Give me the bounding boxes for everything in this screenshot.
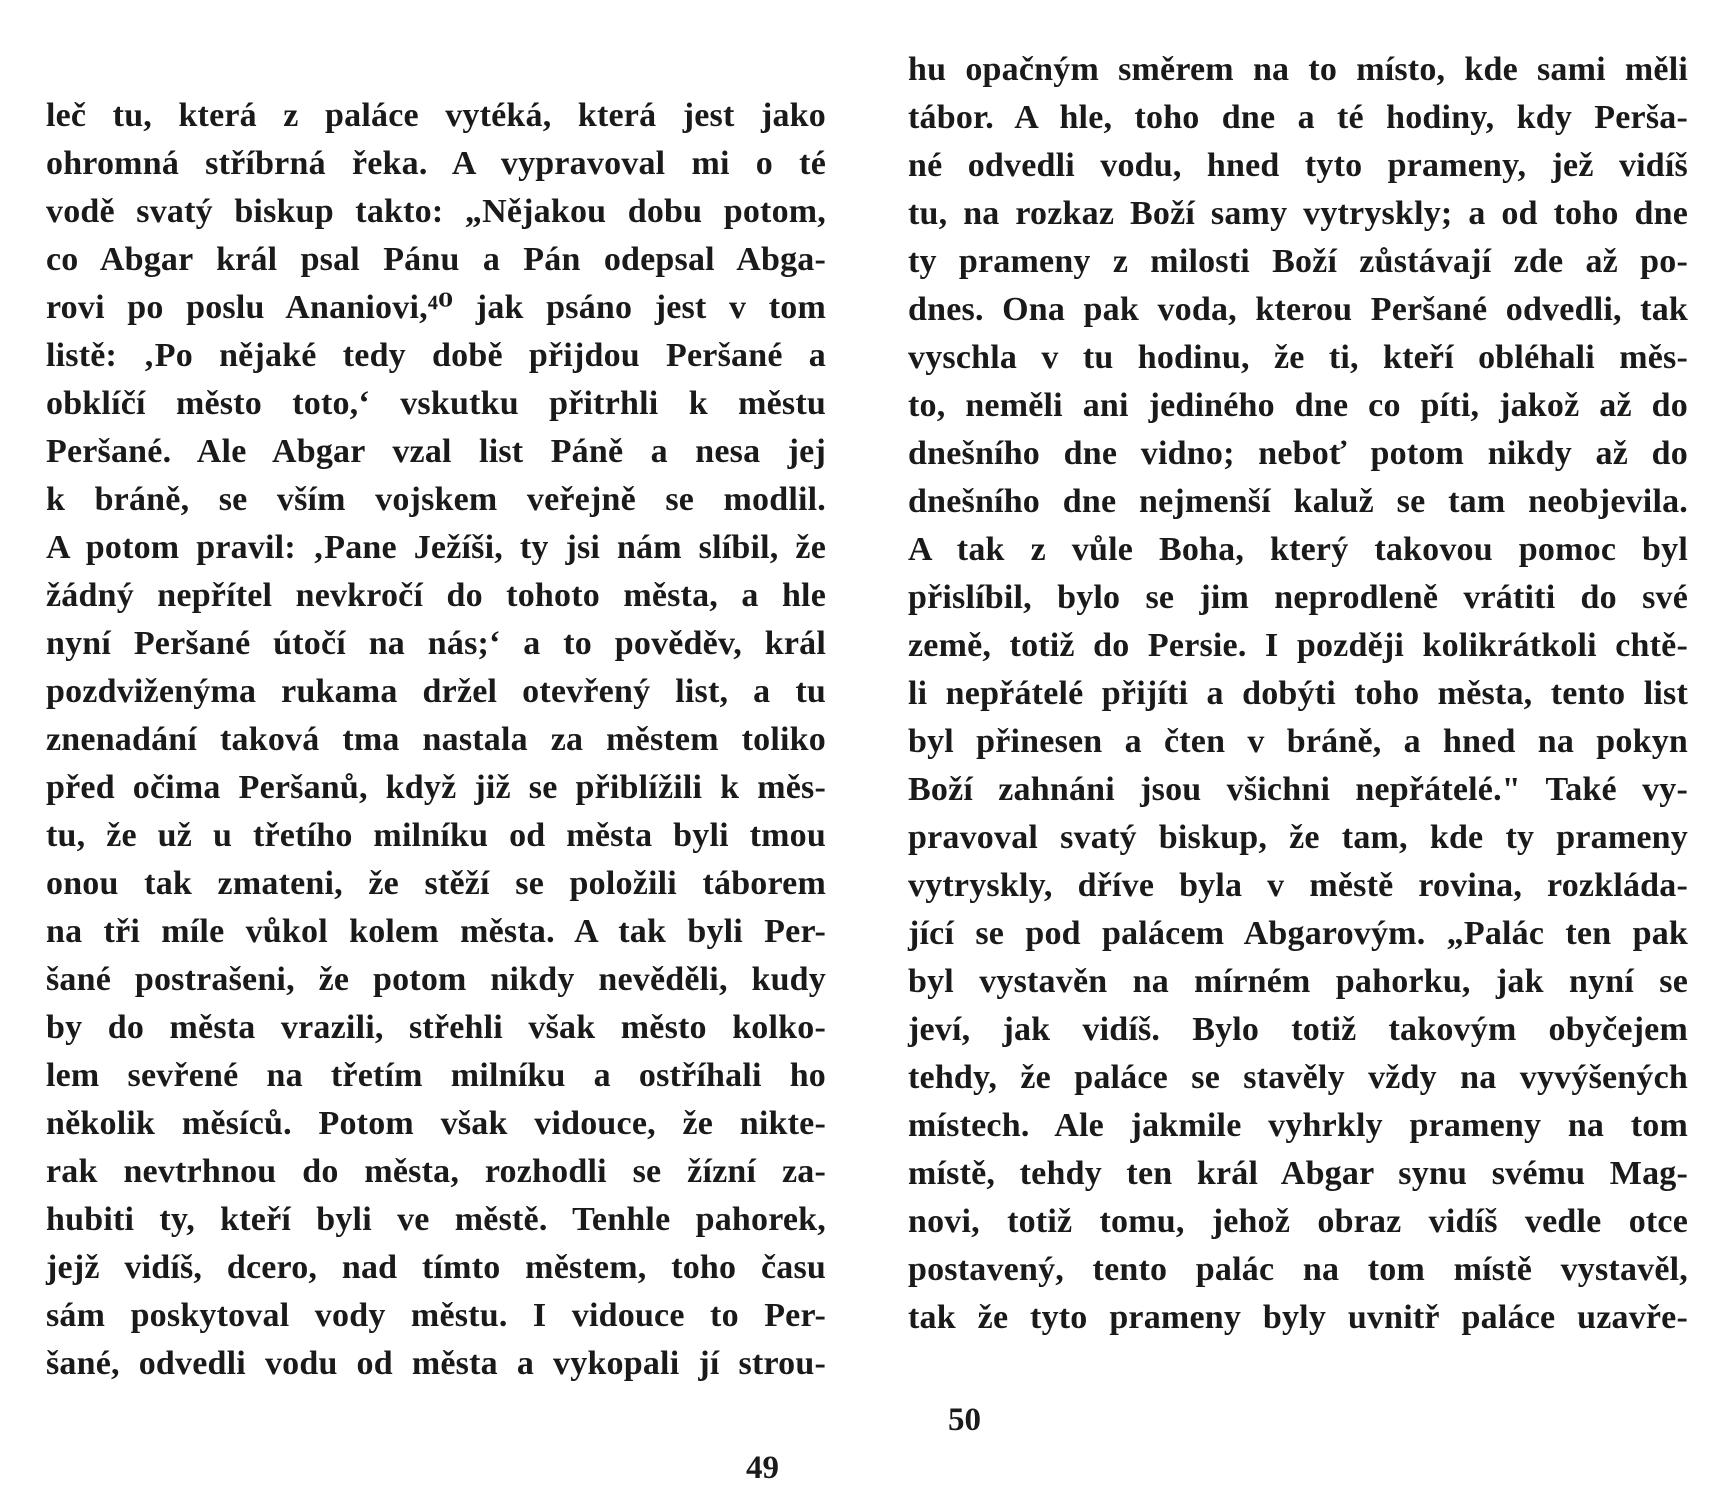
text-line: jící se pod palácem Abgarovým. „Palác ten pak: [908, 915, 1688, 952]
text-line: li nepřátelé přijíti a dobýti toho města, tento list: [908, 675, 1688, 712]
left-page-text: [46, 92, 826, 1388]
text-line: dnešního dne vidno; neboť potom nikdy až do: [908, 435, 1688, 472]
text-line: to, neměli ani jediného dne co píti, jakož až do: [908, 387, 1688, 424]
text-line: dnešního dne nejmenší kaluž se tam neobjevila.: [908, 483, 1688, 520]
text-line: pravoval svatý biskup, že tam, kde ty prameny: [908, 819, 1688, 856]
page-number: 49: [746, 1450, 779, 1486]
text-line: před očima Peršanů, když již se přiblížili k měs-: [46, 769, 826, 806]
text-line: tehdy, že paláce se stavěly vždy na vyvýšených: [908, 1059, 1688, 1096]
text-line: šané, odvedli vodu od města a vykopali jí strou-: [46, 1345, 826, 1382]
text-line: byl přinesen a čten v bráně, a hned na pokyn: [908, 723, 1688, 760]
text-line: onou tak zmateni, že stěží se položili táborem: [46, 865, 826, 902]
text-line: jejž vidíš, dcero, nad tímto městem, toho času: [46, 1249, 826, 1286]
text-line: země, totiž do Persie. I později kolikrátkoli chtě-: [908, 627, 1688, 664]
text-line: na tři míle vůkol kolem města. A tak byli Per-: [46, 913, 826, 950]
text-line: novi, totiž tomu, jehož obraz vidíš vedle otce: [908, 1203, 1688, 1240]
text-line: rovi po poslu Ananiovi,⁴⁰ jak psáno jest v tom: [46, 289, 826, 326]
text-line: přislíbil, bylo se jim neprodleně vrátiti do své: [908, 579, 1688, 616]
text-line: ohromná stříbrná řeka. A vypravoval mi o té: [46, 145, 826, 182]
text-line: postavený, tento palác na tom místě vystavěl,: [908, 1251, 1688, 1288]
text-line: k bráně, se vším vojskem veřejně se modlil.: [46, 481, 826, 518]
text-line: ty prameny z milosti Boží zůstávají zde až po-: [908, 243, 1688, 280]
text-line: A tak z vůle Boha, který takovou pomoc byl: [908, 531, 1688, 568]
text-line: Peršané. Ale Abgar vzal list Páně a nesa jej: [46, 433, 826, 470]
text-line: znenadání taková tma nastala za městem toliko: [46, 721, 826, 758]
text-line: tábor. A hle, toho dne a té hodiny, kdy Perša-: [908, 99, 1688, 136]
text-line: tu, na rozkaz Boží samy vytryskly; a od toho dne: [908, 195, 1688, 232]
text-line: dnes. Ona pak voda, kterou Peršané odvedli, tak: [908, 291, 1688, 328]
text-line: hubiti ty, kteří byli ve městě. Tenhle pahorek,: [46, 1201, 826, 1238]
text-line: co Abgar král psal Pánu a Pán odepsal Abga-: [46, 241, 826, 278]
page-number: 50: [948, 1402, 981, 1438]
text-line: šané postrašeni, že potom nikdy nevěděli, kudy: [46, 961, 826, 998]
text-line: leč tu, která z paláce vytéká, která jest jako: [46, 97, 826, 134]
text-line: byl vystavěn na mírném pahorku, jak nyní se: [908, 963, 1688, 1000]
text-line: listě: ‚Po nějaké tedy době přijdou Peršané a: [46, 337, 826, 374]
text-line: by do města vrazili, střehli však město kolko-: [46, 1009, 826, 1046]
text-line: tak že tyto prameny byly uvnitř paláce uzavře-: [908, 1299, 1688, 1336]
text-line: vyschla v tu hodinu, že ti, kteří obléhali měs-: [908, 339, 1688, 376]
text-line: jeví, jak vidíš. Bylo totiž takovým obyčejem: [908, 1011, 1688, 1048]
text-line: vytryskly, dříve byla v městě rovina, rozkláda-: [908, 867, 1688, 904]
text-line: lem sevřené na třetím milníku a ostříhali ho: [46, 1057, 826, 1094]
text-line: vodě svatý biskup takto: „Nějakou dobu potom,: [46, 193, 826, 230]
text-line: několik měsíců. Potom však vidouce, že nikte-: [46, 1105, 826, 1142]
right-page-text: [908, 46, 1688, 1342]
text-line: A potom pravil: ‚Pane Ježíši, ty jsi nám slíbil, že: [46, 529, 826, 566]
text-line: nyní Peršané útočí na nás;‘ a to pověděv, král: [46, 625, 826, 662]
text-line: sám poskytoval vody městu. I vidouce to Per-: [46, 1297, 826, 1334]
text-line: rak nevtrhnou do města, rozhodli se žízní za-: [46, 1153, 826, 1190]
text-line: obklíčí město toto,‘ vskutku přitrhli k městu: [46, 385, 826, 422]
text-line: Boží zahnáni jsou všichni nepřátelé." Také vy-: [908, 771, 1688, 808]
text-line: místě, tehdy ten král Abgar synu svému Mag-: [908, 1155, 1688, 1192]
text-line: žádný nepřítel nevkročí do tohoto města, a hle: [46, 577, 826, 614]
text-line: hu opačným směrem na to místo, kde sami měli: [908, 51, 1688, 88]
text-line: pozdviženýma rukama držel otevřený list, a tu: [46, 673, 826, 710]
text-line: tu, že už u třetího milníku od města byli tmou: [46, 817, 826, 854]
text-line: né odvedli vodu, hned tyto prameny, jež vidíš: [908, 147, 1688, 184]
text-line: místech. Ale jakmile vyhrkly prameny na tom: [908, 1107, 1688, 1144]
